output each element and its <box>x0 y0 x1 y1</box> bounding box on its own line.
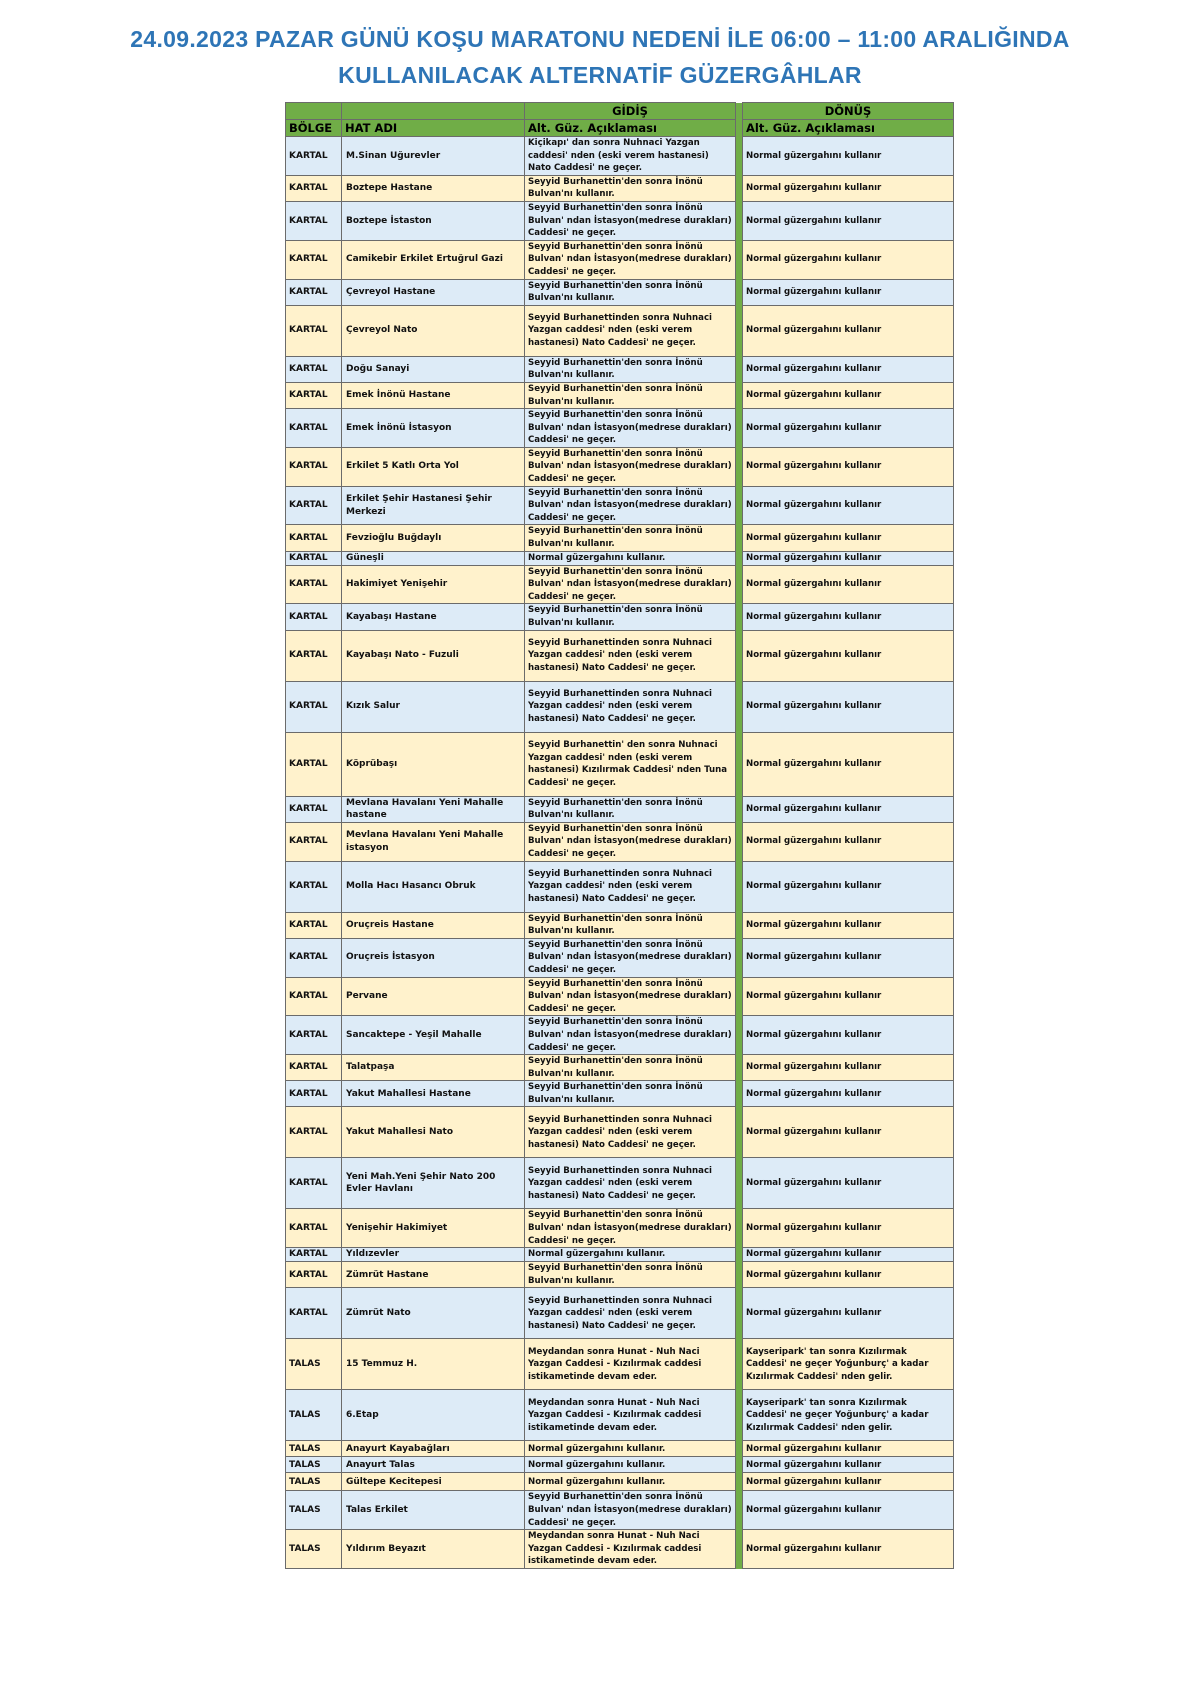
column-divider <box>736 1288 743 1339</box>
row-region: TALAS <box>286 1473 342 1491</box>
row-donus-desc: Normal güzergahını kullanır <box>743 175 954 201</box>
page-title-line-1: 24.09.2023 PAZAR GÜNÜ KOŞU MARATONU NEDENİ İLE 06:00 – 11:00 ARALIĞINDA <box>130 26 1070 52</box>
table-row <box>286 175 954 201</box>
row-donus-desc: Normal güzergahını kullanır <box>743 822 954 861</box>
row-line-name: Anayurt Talas <box>342 1457 525 1473</box>
row-donus-desc: Normal güzergahını kullanır <box>743 861 954 912</box>
row-gidis-desc: Seyyid Burhanettinden sonra Nuhnaci Yazgan caddesi' nden (eski verem hastanesi) Nato Caddesi' ne geçer. <box>525 305 736 356</box>
table-row <box>286 604 954 630</box>
table-row <box>286 732 954 796</box>
table-row <box>286 240 954 279</box>
row-region: KARTAL <box>286 565 342 604</box>
column-header-hat-adi: HAT ADI <box>342 120 525 137</box>
row-region: KARTAL <box>286 305 342 356</box>
row-line-name: Talatpaşa <box>342 1055 525 1081</box>
table-row <box>286 1081 954 1107</box>
column-divider <box>736 1339 743 1390</box>
row-line-name: Boztepe İstaston <box>342 201 525 240</box>
row-gidis-desc: Seyyid Burhanettin'den sonra İnönü Bulvan'nı kullanır. <box>525 912 736 938</box>
row-line-name: Hakimiyet Yenişehir <box>342 565 525 604</box>
row-donus-desc: Normal güzergahını kullanır <box>743 977 954 1016</box>
row-donus-desc: Normal güzergahını kullanır <box>743 240 954 279</box>
column-divider <box>736 604 743 630</box>
row-donus-desc: Normal güzergahını kullanır <box>743 630 954 681</box>
row-line-name: Kayabaşı Nato - Fuzuli <box>342 630 525 681</box>
row-donus-desc: Normal güzergahını kullanır <box>743 137 954 176</box>
row-donus-desc: Normal güzergahını kullanır <box>743 201 954 240</box>
table-row <box>286 201 954 240</box>
table-row <box>286 912 954 938</box>
column-divider <box>736 861 743 912</box>
row-donus-desc: Normal güzergahını kullanır <box>743 525 954 551</box>
row-gidis-desc: Seyyid Burhanettin'den sonra İnönü Bulvan'nı kullanır. <box>525 525 736 551</box>
row-donus-desc: Normal güzergahını kullanır <box>743 1530 954 1569</box>
row-line-name: 15 Temmuz H. <box>342 1339 525 1390</box>
row-gidis-desc: Seyyid Burhanettin'den sonra İnönü Bulvan'nı kullanır. <box>525 796 736 822</box>
column-header-donus-desc: Alt. Güz. Açıklaması <box>743 120 954 137</box>
row-region: KARTAL <box>286 1248 342 1262</box>
table-row <box>286 137 954 176</box>
row-donus-desc: Normal güzergahını kullanır <box>743 1055 954 1081</box>
row-gidis-desc: Seyyid Burhanettinden sonra Nuhnaci Yazgan caddesi' nden (eski verem hastanesi) Nato Caddesi' ne geçer. <box>525 1158 736 1209</box>
row-region: KARTAL <box>286 1016 342 1055</box>
row-region: KARTAL <box>286 447 342 486</box>
column-divider <box>736 681 743 732</box>
row-gidis-desc: Seyyid Burhanettin' den sonra Nuhnaci Yazgan caddesi' nden (eski verem hastanesi) Kızılırmak Caddesi' nden Tuna Caddesi' ne geçer. <box>525 732 736 796</box>
row-donus-desc: Normal güzergahını kullanır <box>743 305 954 356</box>
column-divider <box>736 938 743 977</box>
column-divider <box>736 1473 743 1491</box>
row-donus-desc: Normal güzergahını kullanır <box>743 447 954 486</box>
row-gidis-desc: Normal güzergahını kullanır. <box>525 1441 736 1457</box>
row-line-name: 6.Etap <box>342 1390 525 1441</box>
column-divider <box>736 1530 743 1569</box>
row-region: KARTAL <box>286 912 342 938</box>
row-donus-desc: Normal güzergahını kullanır <box>743 1158 954 1209</box>
row-donus-desc: Normal güzergahını kullanır <box>743 486 954 525</box>
row-region: KARTAL <box>286 175 342 201</box>
table-row <box>286 305 954 356</box>
row-region: KARTAL <box>286 822 342 861</box>
row-gidis-desc: Seyyid Burhanettin'den sonra İnönü Bulvan' ndan İstasyon(medrese durakları) Caddesi' ne geçer. <box>525 1016 736 1055</box>
row-gidis-desc: Seyyid Burhanettin'den sonra İnönü Bulvan'nı kullanır. <box>525 1262 736 1288</box>
column-divider <box>736 120 743 137</box>
column-divider <box>736 1491 743 1530</box>
row-donus-desc: Kayseripark' tan sonra Kızılırmak Caddesi' ne geçer Yoğunburç' a kadar Kızılırmak Caddesi' nden gelir. <box>743 1390 954 1441</box>
row-line-name: Zümrüt Hastane <box>342 1262 525 1288</box>
column-divider <box>736 201 743 240</box>
row-line-name: Güneşli <box>342 551 525 565</box>
row-line-name: Doğu Sanayi <box>342 356 525 382</box>
row-donus-desc: Normal güzergahını kullanır <box>743 1491 954 1530</box>
column-divider <box>736 1248 743 1262</box>
row-line-name: Oruçreis Hastane <box>342 912 525 938</box>
row-line-name: Çevreyol Hastane <box>342 279 525 305</box>
table-row <box>286 977 954 1016</box>
table-row <box>286 1248 954 1262</box>
column-divider <box>736 977 743 1016</box>
table-row <box>286 409 954 448</box>
row-donus-desc: Normal güzergahını kullanır <box>743 1107 954 1158</box>
table-row <box>286 1262 954 1288</box>
row-region: KARTAL <box>286 279 342 305</box>
table-row <box>286 525 954 551</box>
row-gidis-desc: Seyyid Burhanettin'den sonra İnönü Bulvan'nı kullanır. <box>525 1081 736 1107</box>
row-line-name: M.Sinan Uğurevler <box>342 137 525 176</box>
row-donus-desc: Normal güzergahını kullanır <box>743 409 954 448</box>
row-region: KARTAL <box>286 977 342 1016</box>
row-region: KARTAL <box>286 1262 342 1288</box>
table-row <box>286 447 954 486</box>
row-donus-desc: Normal güzergahını kullanır <box>743 356 954 382</box>
table-row <box>286 279 954 305</box>
column-divider <box>736 356 743 382</box>
row-line-name: Emek İnönü Hastane <box>342 382 525 408</box>
row-region: KARTAL <box>286 486 342 525</box>
row-line-name: Erkilet Şehir Hastanesi Şehir Merkezi <box>342 486 525 525</box>
row-gidis-desc: Seyyid Burhanettin'den sonra İnönü Bulvan'nı kullanır. <box>525 604 736 630</box>
column-divider <box>736 103 743 120</box>
row-line-name: Pervane <box>342 977 525 1016</box>
column-divider <box>736 525 743 551</box>
row-region: KARTAL <box>286 1158 342 1209</box>
row-donus-desc: Normal güzergahını kullanır <box>743 1262 954 1288</box>
row-region: KARTAL <box>286 604 342 630</box>
row-donus-desc: Normal güzergahını kullanır <box>743 796 954 822</box>
column-divider <box>736 1209 743 1248</box>
row-gidis-desc: Seyyid Burhanettin'den sonra İnönü Bulvan' ndan İstasyon(medrese durakları) Caddesi' ne geçer. <box>525 447 736 486</box>
column-divider <box>736 912 743 938</box>
row-donus-desc: Normal güzergahını kullanır <box>743 1288 954 1339</box>
row-line-name: Mevlana Havalanı Yeni Mahalle istasyon <box>342 822 525 861</box>
row-region: KARTAL <box>286 356 342 382</box>
row-gidis-desc: Seyyid Burhanettin'den sonra İnönü Bulvan'nı kullanır. <box>525 279 736 305</box>
row-region: KARTAL <box>286 1055 342 1081</box>
column-divider <box>736 1107 743 1158</box>
row-line-name: Yeni Mah.Yeni Şehir Nato 200 Evler Havlanı <box>342 1158 525 1209</box>
row-region: KARTAL <box>286 732 342 796</box>
row-line-name: Fevzioğlu Buğdaylı <box>342 525 525 551</box>
table-row <box>286 486 954 525</box>
row-region: KARTAL <box>286 1107 342 1158</box>
row-region: KARTAL <box>286 1209 342 1248</box>
row-line-name: Emek İnönü İstasyon <box>342 409 525 448</box>
row-donus-desc: Normal güzergahını kullanır <box>743 1248 954 1262</box>
column-divider <box>736 1441 743 1457</box>
column-divider <box>736 796 743 822</box>
table-row <box>286 1055 954 1081</box>
row-donus-desc: Normal güzergahını kullanır <box>743 681 954 732</box>
table-row <box>286 356 954 382</box>
column-divider <box>736 1158 743 1209</box>
row-gidis-desc: Normal güzergahını kullanır. <box>525 1248 736 1262</box>
row-region: TALAS <box>286 1441 342 1457</box>
row-line-name: Yakut Mahallesi Hastane <box>342 1081 525 1107</box>
row-region: TALAS <box>286 1339 342 1390</box>
column-header-bolge: BÖLGE <box>286 120 342 137</box>
row-gidis-desc: Seyyid Burhanettinden sonra Nuhnaci Yazgan caddesi' nden (eski verem hastanesi) Nato Caddesi' ne geçer. <box>525 1288 736 1339</box>
column-divider <box>736 565 743 604</box>
group-header-blank <box>286 103 342 120</box>
column-divider <box>736 240 743 279</box>
row-region: KARTAL <box>286 938 342 977</box>
row-donus-desc: Normal güzergahını kullanır <box>743 912 954 938</box>
row-line-name: Erkilet 5 Katlı Orta Yol <box>342 447 525 486</box>
row-line-name: Yenişehir Hakimiyet <box>342 1209 525 1248</box>
row-line-name: Çevreyol Nato <box>342 305 525 356</box>
column-divider <box>736 447 743 486</box>
row-donus-desc: Normal güzergahını kullanır <box>743 382 954 408</box>
row-gidis-desc: Normal güzergahını kullanır. <box>525 551 736 565</box>
row-region: KARTAL <box>286 525 342 551</box>
column-divider <box>736 630 743 681</box>
row-donus-desc: Normal güzergahını kullanır <box>743 1016 954 1055</box>
row-region: KARTAL <box>286 1081 342 1107</box>
row-gidis-desc: Seyyid Burhanettin'den sonra İnönü Bulvan' ndan İstasyon(medrese durakları) Caddesi' ne geçer. <box>525 240 736 279</box>
column-divider <box>736 1016 743 1055</box>
row-gidis-desc: Meydandan sonra Hunat - Nuh Naci Yazgan Caddesi - Kızılırmak caddesi istikametinde devam eder. <box>525 1390 736 1441</box>
column-header-row <box>286 120 954 137</box>
group-header-row <box>286 103 954 120</box>
row-region: TALAS <box>286 1457 342 1473</box>
row-gidis-desc: Kiçikapı' dan sonra Nuhnaci Yazgan caddesi' nden (eski verem hastanesi) Nato Caddesi' ne geçer. <box>525 137 736 176</box>
row-region: KARTAL <box>286 409 342 448</box>
row-gidis-desc: Seyyid Burhanettin'den sonra İnönü Bulvan' ndan İstasyon(medrese durakları) Caddesi' ne geçer. <box>525 977 736 1016</box>
row-donus-desc: Normal güzergahını kullanır <box>743 279 954 305</box>
table-row <box>286 551 954 565</box>
row-region: TALAS <box>286 1530 342 1569</box>
row-gidis-desc: Seyyid Burhanettin'den sonra İnönü Bulvan' ndan İstasyon(medrese durakları) Caddesi' ne geçer. <box>525 486 736 525</box>
table-row <box>286 382 954 408</box>
row-line-name: Yakut Mahallesi Nato <box>342 1107 525 1158</box>
column-divider <box>736 732 743 796</box>
table-row <box>286 681 954 732</box>
row-donus-desc: Normal güzergahını kullanır <box>743 1441 954 1457</box>
table-row <box>286 630 954 681</box>
column-divider <box>736 175 743 201</box>
column-divider <box>736 1055 743 1081</box>
row-line-name: Sancaktepe - Yeşil Mahalle <box>342 1016 525 1055</box>
row-line-name: Talas Erkilet <box>342 1491 525 1530</box>
row-donus-desc: Normal güzergahını kullanır <box>743 551 954 565</box>
table-row <box>286 938 954 977</box>
group-header-blank <box>342 103 525 120</box>
row-region: TALAS <box>286 1491 342 1530</box>
row-gidis-desc: Seyyid Burhanettin'den sonra İnönü Bulvan' ndan İstasyon(medrese durakları) Caddesi' ne geçer. <box>525 1209 736 1248</box>
table-row <box>286 796 954 822</box>
table-row <box>286 1530 954 1569</box>
row-gidis-desc: Normal güzergahını kullanır. <box>525 1457 736 1473</box>
row-gidis-desc: Seyyid Burhanettin'den sonra İnönü Bulvan' ndan İstasyon(medrese durakları) Caddesi' ne geçer. <box>525 1491 736 1530</box>
row-gidis-desc: Seyyid Burhanettinden sonra Nuhnaci Yazgan caddesi' nden (eski verem hastanesi) Nato Caddesi' ne geçer. <box>525 630 736 681</box>
row-region: KARTAL <box>286 137 342 176</box>
row-region: KARTAL <box>286 240 342 279</box>
row-line-name: Camikebir Erkilet Ertuğrul Gazi <box>342 240 525 279</box>
table-row <box>286 1390 954 1441</box>
row-region: KARTAL <box>286 681 342 732</box>
row-gidis-desc: Seyyid Burhanettin'den sonra İnönü Bulvan'nı kullanır. <box>525 1055 736 1081</box>
column-divider <box>736 137 743 176</box>
row-gidis-desc: Seyyid Burhanettinden sonra Nuhnaci Yazgan caddesi' nden (eski verem hastanesi) Nato Caddesi' ne geçer. <box>525 861 736 912</box>
row-region: TALAS <box>286 1390 342 1441</box>
column-divider <box>736 1262 743 1288</box>
row-line-name: Köprübaşı <box>342 732 525 796</box>
row-line-name: Anayurt Kayabağları <box>342 1441 525 1457</box>
row-region: KARTAL <box>286 1288 342 1339</box>
row-gidis-desc: Meydandan sonra Hunat - Nuh Naci Yazgan Caddesi - Kızılırmak caddesi istikametinde devam eder. <box>525 1339 736 1390</box>
row-donus-desc: Normal güzergahını kullanır <box>743 1081 954 1107</box>
row-gidis-desc: Seyyid Burhanettin'den sonra İnönü Bulvan' ndan İstasyon(medrese durakları) Caddesi' ne geçer. <box>525 201 736 240</box>
table-row <box>286 861 954 912</box>
table-row <box>286 1457 954 1473</box>
row-gidis-desc: Seyyid Burhanettin'den sonra İnönü Bulvan' ndan İstasyon(medrese durakları) Caddesi' ne geçer. <box>525 565 736 604</box>
row-line-name: Yıldızevler <box>342 1248 525 1262</box>
table-row <box>286 822 954 861</box>
row-donus-desc: Normal güzergahını kullanır <box>743 732 954 796</box>
table-row <box>286 1016 954 1055</box>
row-gidis-desc: Seyyid Burhanettinden sonra Nuhnaci Yazgan caddesi' nden (eski verem hastanesi) Nato Caddesi' ne geçer. <box>525 1107 736 1158</box>
column-divider <box>736 486 743 525</box>
row-gidis-desc: Normal güzergahını kullanır. <box>525 1473 736 1491</box>
row-region: KARTAL <box>286 201 342 240</box>
group-header-donus: DÖNÜŞ <box>743 103 954 120</box>
row-line-name: Boztepe Hastane <box>342 175 525 201</box>
table-row <box>286 565 954 604</box>
column-divider <box>736 1081 743 1107</box>
row-region: KARTAL <box>286 551 342 565</box>
column-divider <box>736 551 743 565</box>
row-line-name: Kızık Salur <box>342 681 525 732</box>
row-gidis-desc: Seyyid Burhanettin'den sonra İnönü Bulvan' ndan İstasyon(medrese durakları) Caddesi' ne geçer. <box>525 822 736 861</box>
row-line-name: Gültepe Kecitepesi <box>342 1473 525 1491</box>
table-row <box>286 1473 954 1491</box>
table-row <box>286 1288 954 1339</box>
row-line-name: Yıldırım Beyazıt <box>342 1530 525 1569</box>
row-donus-desc: Normal güzergahını kullanır <box>743 604 954 630</box>
page-title-line-2: KULLANILACAK ALTERNATİF GÜZERGÂHLAR <box>338 62 862 88</box>
row-gidis-desc: Seyyid Burhanettinden sonra Nuhnaci Yazgan caddesi' nden (eski verem hastanesi) Nato Caddesi' ne geçer. <box>525 681 736 732</box>
table-row <box>286 1209 954 1248</box>
row-line-name: Kayabaşı Hastane <box>342 604 525 630</box>
row-donus-desc: Kayseripark' tan sonra Kızılırmak Caddesi' ne geçer Yoğunburç' a kadar Kızılırmak Caddesi' nden gelir. <box>743 1339 954 1390</box>
row-region: KARTAL <box>286 630 342 681</box>
column-divider <box>736 1457 743 1473</box>
row-line-name: Mevlana Havalanı Yeni Mahalle hastane <box>342 796 525 822</box>
row-gidis-desc: Seyyid Burhanettin'den sonra İnönü Bulvan'nı kullanır. <box>525 356 736 382</box>
row-line-name: Oruçreis İstasyon <box>342 938 525 977</box>
row-region: KARTAL <box>286 861 342 912</box>
row-gidis-desc: Seyyid Burhanettin'den sonra İnönü Bulvan'nı kullanır. <box>525 175 736 201</box>
row-gidis-desc: Seyyid Burhanettin'den sonra İnönü Bulvan'nı kullanır. <box>525 382 736 408</box>
column-divider <box>736 279 743 305</box>
table-row <box>286 1339 954 1390</box>
column-divider <box>736 409 743 448</box>
column-header-gidis-desc: Alt. Güz. Açıklaması <box>525 120 736 137</box>
row-line-name: Zümrüt Nato <box>342 1288 525 1339</box>
row-region: KARTAL <box>286 382 342 408</box>
row-donus-desc: Normal güzergahını kullanır <box>743 1473 954 1491</box>
routes-table <box>285 102 954 1569</box>
row-gidis-desc: Seyyid Burhanettin'den sonra İnönü Bulvan' ndan İstasyon(medrese durakları) Caddesi' ne geçer. <box>525 938 736 977</box>
table-row <box>286 1158 954 1209</box>
column-divider <box>736 822 743 861</box>
row-donus-desc: Normal güzergahını kullanır <box>743 1209 954 1248</box>
table-row <box>286 1491 954 1530</box>
table-row <box>286 1441 954 1457</box>
group-header-gidis: GİDİŞ <box>525 103 736 120</box>
column-divider <box>736 1390 743 1441</box>
row-donus-desc: Normal güzergahını kullanır <box>743 1457 954 1473</box>
column-divider <box>736 382 743 408</box>
row-donus-desc: Normal güzergahını kullanır <box>743 565 954 604</box>
row-donus-desc: Normal güzergahını kullanır <box>743 938 954 977</box>
row-gidis-desc: Meydandan sonra Hunat - Nuh Naci Yazgan Caddesi - Kızılırmak caddesi istikametinde devam eder. <box>525 1530 736 1569</box>
column-divider <box>736 305 743 356</box>
table-row <box>286 1107 954 1158</box>
row-region: KARTAL <box>286 796 342 822</box>
row-line-name: Molla Hacı Hasancı Obruk <box>342 861 525 912</box>
row-gidis-desc: Seyyid Burhanettin'den sonra İnönü Bulvan' ndan İstasyon(medrese durakları) Caddesi' ne geçer. <box>525 409 736 448</box>
